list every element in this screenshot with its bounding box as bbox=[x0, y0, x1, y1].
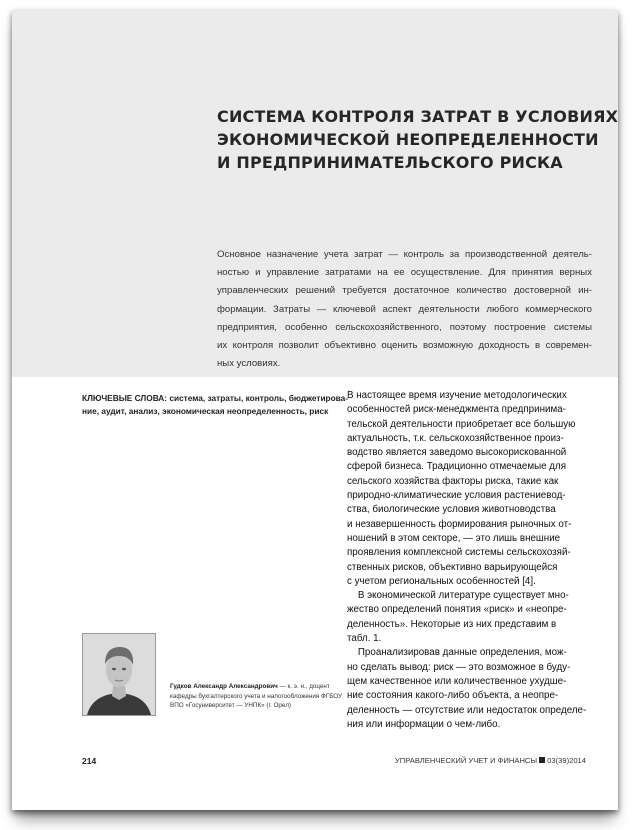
title-line: И ПРЕДПРИНИМАТЕЛЬСКОГО РИСКА bbox=[217, 153, 563, 172]
body-line: Проанализировав данные определения, мож- bbox=[347, 647, 567, 659]
author-line: ВПО «Госуниверситет — УНПК» (г. Орел) bbox=[170, 702, 291, 709]
abstract-line: ностью и управление затратами на ее осуществление. Для принятия верных bbox=[217, 267, 592, 279]
author-line: кафедры бухгалтерского учета и налогообложения ФГБОУ bbox=[170, 692, 343, 700]
body-line: сельского хозяйства факторы риска, такие как bbox=[347, 475, 559, 487]
journal-footer bbox=[395, 756, 586, 765]
body-line: особенностей риск-менеджмента предпринима- bbox=[347, 404, 566, 416]
abstract-line: управленческих решений требуется достаточное количество достоверной ин- bbox=[217, 285, 592, 297]
journal-page bbox=[12, 10, 618, 810]
page-number: 214 bbox=[82, 756, 97, 766]
article-abstract bbox=[217, 246, 592, 373]
title-line: СИСТЕМА КОНТРОЛЯ ЗАТРАТ В УСЛОВИЯХ bbox=[217, 107, 619, 126]
body-line: В настоящее время изучение методологических bbox=[347, 390, 567, 401]
author-line bbox=[170, 682, 330, 692]
body-line: водство является заведомо высокорискованной bbox=[347, 447, 567, 459]
author-photo bbox=[82, 633, 156, 716]
body-line: табл. 1. bbox=[347, 633, 382, 645]
abstract-line: Основное назначение учета затрат — контроль за производственной деятель- bbox=[217, 249, 592, 260]
body-line: В экономической литературе существует мно- bbox=[347, 590, 569, 602]
body-line: деленность». Некоторые из них представим в bbox=[347, 618, 557, 630]
title-line: ЭКОНОМИЧЕСКОЙ НЕОПРЕДЕЛЕННОСТИ bbox=[217, 130, 599, 149]
journal-name: УПРАВЛЕНЧЕСКИЙ УЧЕТ И ФИНАНСЫ bbox=[394, 756, 538, 765]
body-line: с учетом региональных особенностей [4]. bbox=[347, 575, 536, 587]
keywords-line: ние, аудит, анализ, экономическая неопределенность, риск bbox=[82, 406, 329, 416]
body-line: ние состояния какого-либо объекта, а неопре- bbox=[347, 690, 559, 702]
body-line: природно-климатические условия растениевод- bbox=[347, 490, 566, 502]
journal-issue: 03(39)2014 bbox=[547, 756, 586, 765]
body-text bbox=[347, 389, 597, 732]
abstract-line: формации. Затраты — ключевой аспект деятельности любого коммерческого bbox=[217, 303, 592, 315]
author-name: Гудков Александр Александрович bbox=[170, 683, 278, 690]
author-degree: — к. э. н., доцент bbox=[277, 683, 330, 690]
body-line: проявления комплексной системы сельскохозяй- bbox=[347, 547, 571, 559]
abstract-line: ных условиях. bbox=[217, 358, 281, 370]
keywords-line: КЛЮЧЕВЫЕ СЛОВА: система, затраты, контроль, бюджетирова- bbox=[82, 393, 349, 403]
abstract-line: их контроля позволит объективно оценить возможную доходность в современ- bbox=[217, 339, 592, 351]
body-line: ства, биологические условия животноводства bbox=[347, 504, 556, 516]
body-line: ственных рисков, объективно варьирующейся bbox=[347, 561, 558, 573]
author-info bbox=[170, 682, 343, 711]
body-line: сферой бизнеса. Традиционно отмечаемые для bbox=[347, 461, 567, 473]
body-line: тельской деятельности приобретает все большую bbox=[347, 418, 576, 430]
author-portrait-icon bbox=[83, 634, 155, 715]
keywords bbox=[82, 392, 349, 418]
body-line: щем качественное или количественное ухудше- bbox=[347, 675, 567, 687]
body-line: жество определений понятия «риск» и «неопре- bbox=[347, 604, 567, 616]
square-separator-icon bbox=[539, 757, 545, 763]
abstract-line: предприятия, особенно сельскохозяйственного, поэтому построение системы bbox=[217, 321, 592, 333]
body-line: и незавершенность формирования рыночных от- bbox=[347, 518, 572, 530]
body-line: но сделать вывод: риск — это возможное в буду- bbox=[347, 661, 571, 673]
body-line: деленность — отсутствие или недостаток определе- bbox=[347, 704, 587, 716]
body-line: актуальность, т.к. сельскохозяйственное произ- bbox=[347, 432, 564, 444]
article-title bbox=[217, 105, 619, 174]
body-line: ния или информации о чем-либо. bbox=[347, 718, 501, 730]
body-line: ношений в этом секторе, — это лишь внешние bbox=[347, 532, 561, 544]
